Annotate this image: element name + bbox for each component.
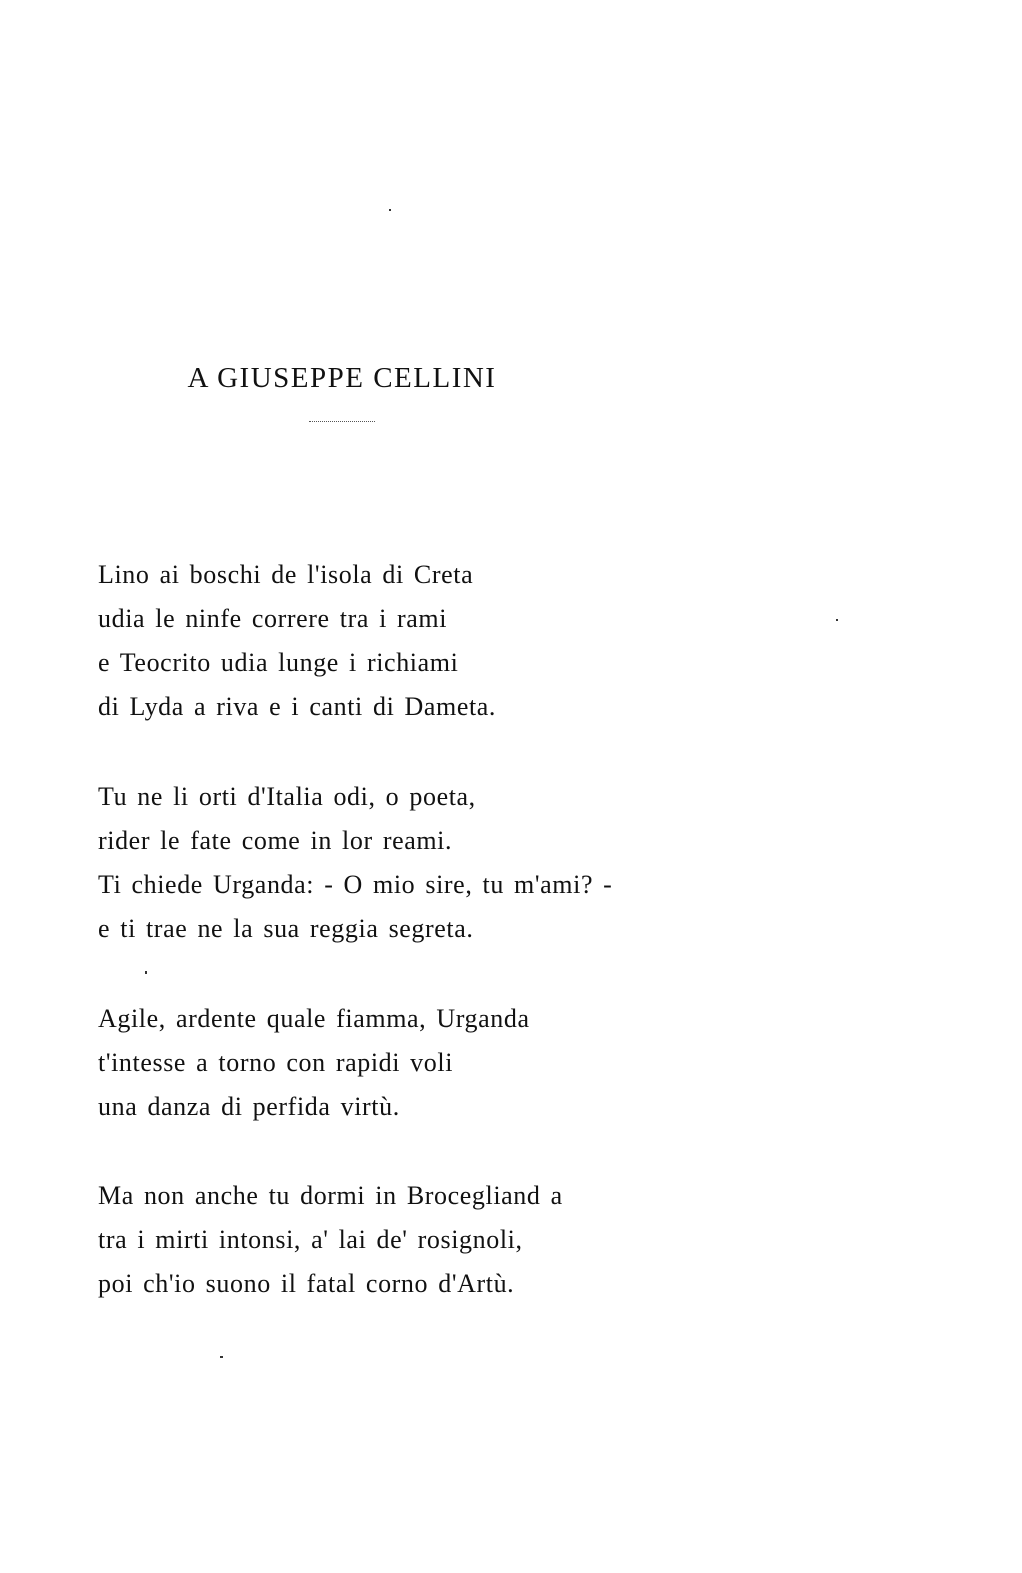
verse-line: Tu ne li orti d'Italia odi, o poeta,: [98, 782, 476, 811]
verse-line: e ti trae ne la sua reggia segreta.: [98, 914, 474, 943]
ink-speck: [220, 1356, 223, 1358]
poem-title: A GIUSEPPE CELLINI: [187, 362, 497, 394]
ink-speck: [836, 619, 838, 621]
verse-line: poi ch'io suono il fatal corno d'Artù.: [98, 1269, 515, 1298]
stanza-4: [98, 1174, 563, 1306]
verse-line: una danza di perfida virtù.: [98, 1092, 400, 1121]
ink-speck: [389, 209, 391, 211]
verse-line: tra i mirti intonsi, a' lai de' rosignoli,: [98, 1225, 523, 1254]
ink-speck: [145, 971, 147, 974]
verse-line: rider le fate come in lor reami.: [98, 826, 453, 855]
stanza-1: [98, 553, 496, 729]
verse-line: udia le ninfe correre tra i rami: [98, 604, 448, 633]
title-ornament-rule: [309, 421, 375, 422]
verse-line: e Teocrito udia lunge i richiami: [98, 648, 459, 677]
verse-line: Ti chiede Urganda: - O mio sire, tu m'ami? -: [98, 870, 613, 899]
stanza-3: [98, 997, 530, 1129]
verse-line: Lino ai boschi de l'isola di Creta: [98, 560, 474, 589]
verse-line: di Lyda a riva e i canti di Dameta.: [98, 692, 497, 721]
stanza-2: [98, 775, 612, 951]
verse-line: Ma non anche tu dormi in Brocegliand a: [98, 1181, 563, 1210]
verse-line: Agile, ardente quale fiamma, Urganda: [98, 1004, 530, 1033]
verse-line: t'intesse a torno con rapidi voli: [98, 1048, 454, 1077]
